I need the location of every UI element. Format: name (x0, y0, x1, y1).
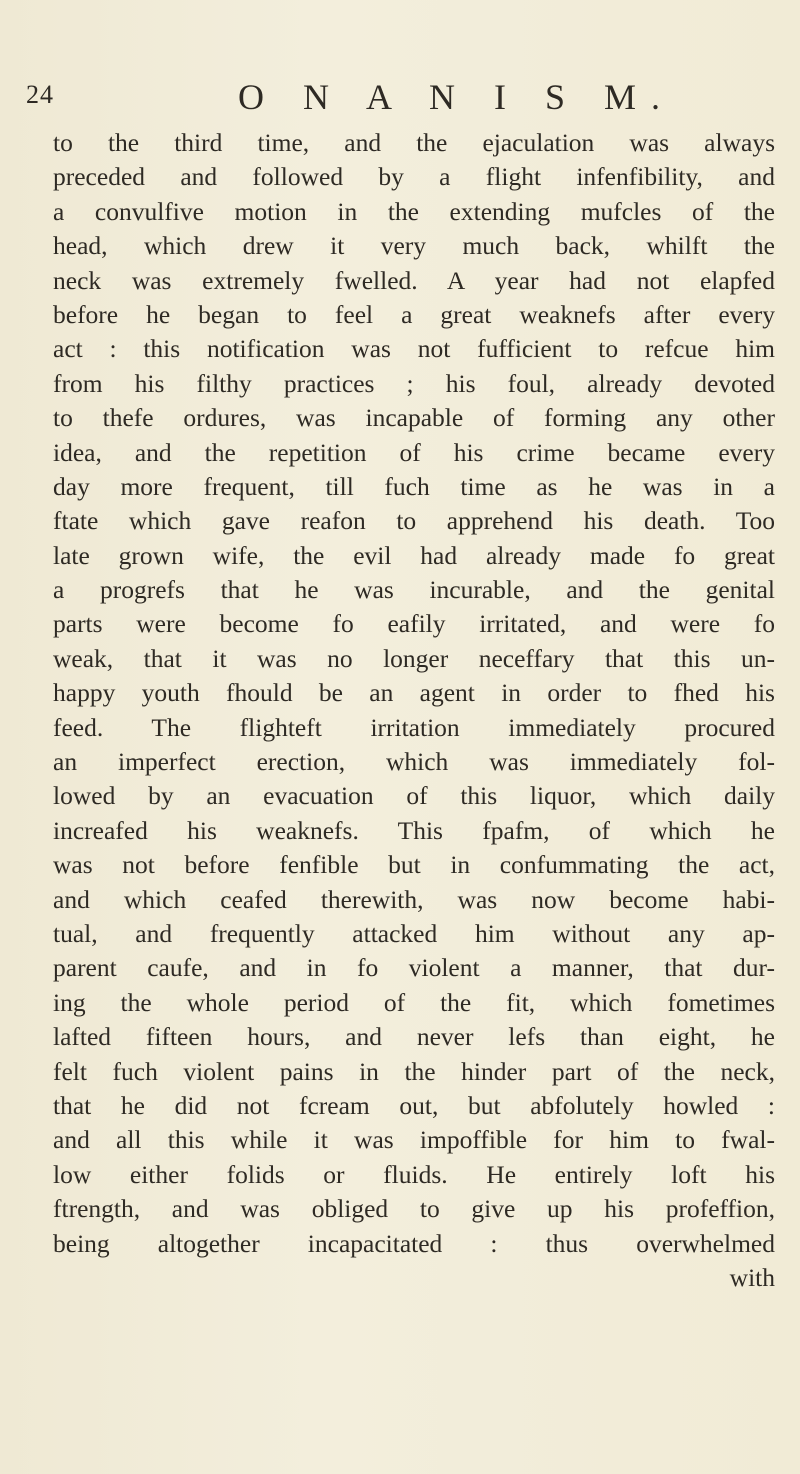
text-line: act : this notification was not fufficient to refcue him (53, 334, 775, 364)
text-line: before he began to feel a great weaknefs after every (53, 299, 775, 329)
text-line: lafted fifteen hours, and never lefs than eight, he (53, 1022, 775, 1052)
running-title: O N A N I S M. (238, 77, 676, 117)
text-line: lowed by an evacuation of this liquor, which daily (53, 781, 775, 811)
text-line: and all this while it was impoffible for him to fwal- (53, 1125, 775, 1155)
text-line: that he did not fcream out, but abfolutely howled : (53, 1090, 775, 1120)
text-line: to thefe ordures, was incapable of forming any other (53, 403, 775, 433)
text-line: a convulfive motion in the extending mufcles of the (53, 196, 775, 226)
text-line: feed. The flighteft irritation immediately procured (53, 712, 775, 742)
text-line: felt fuch violent pains in the hinder part of the neck, (53, 1056, 775, 1086)
text-line: was not before fenfible but in confummating the act, (53, 850, 775, 880)
text-line: neck was extremely fwelled. A year had not elapfed (53, 265, 775, 295)
page-number: 24 (26, 80, 54, 109)
text-line: from his filthy practices ; his foul, already devoted (53, 368, 775, 398)
text-line: low either folids or fluids. He entirely loft his (53, 1159, 775, 1189)
text-line: idea, and the repetition of his crime became every (53, 437, 775, 467)
text-line: being altogether incapacitated : thus overwhelmed (53, 1228, 775, 1258)
text-line: happy youth fhould be an agent in order to fhed his (53, 678, 775, 708)
text-line: preceded and followed by a flight infenfibility, and (53, 162, 775, 192)
text-line: ftate which gave reafon to apprehend his death. Too (53, 506, 775, 536)
text-line: ing the whole period of the fit, which fometimes (53, 987, 775, 1017)
text-line: to the third time, and the ejaculation was always (53, 128, 775, 157)
text-line: tual, and frequently attacked him without any ap- (53, 918, 775, 948)
text-line: increafed his weaknefs. This fpafm, of which he (53, 815, 775, 845)
catchword: with (729, 1262, 775, 1292)
text-line: day more frequent, till fuch time as he was in a (53, 471, 775, 501)
page-header (0, 76, 800, 116)
text-line: and which ceafed therewith, was now become habi- (53, 884, 775, 914)
body-text (53, 126, 775, 1295)
text-line: an imperfect erection, which was immediately fol- (53, 747, 775, 777)
text-line: ftrength, and was obliged to give up his profeffion, (53, 1194, 775, 1224)
text-line: parent caufe, and in fo violent a manner, that dur- (53, 953, 775, 983)
text-line: weak, that it was no longer neceffary that this un- (53, 643, 775, 673)
text-line: a progrefs that he was incurable, and the genital (53, 575, 775, 605)
text-line: head, which drew it very much back, whilft the (53, 231, 775, 261)
text-line: late grown wife, the evil had already made fo great (53, 540, 775, 570)
text-line: parts were become fo eafily irritated, and were fo (53, 609, 775, 639)
